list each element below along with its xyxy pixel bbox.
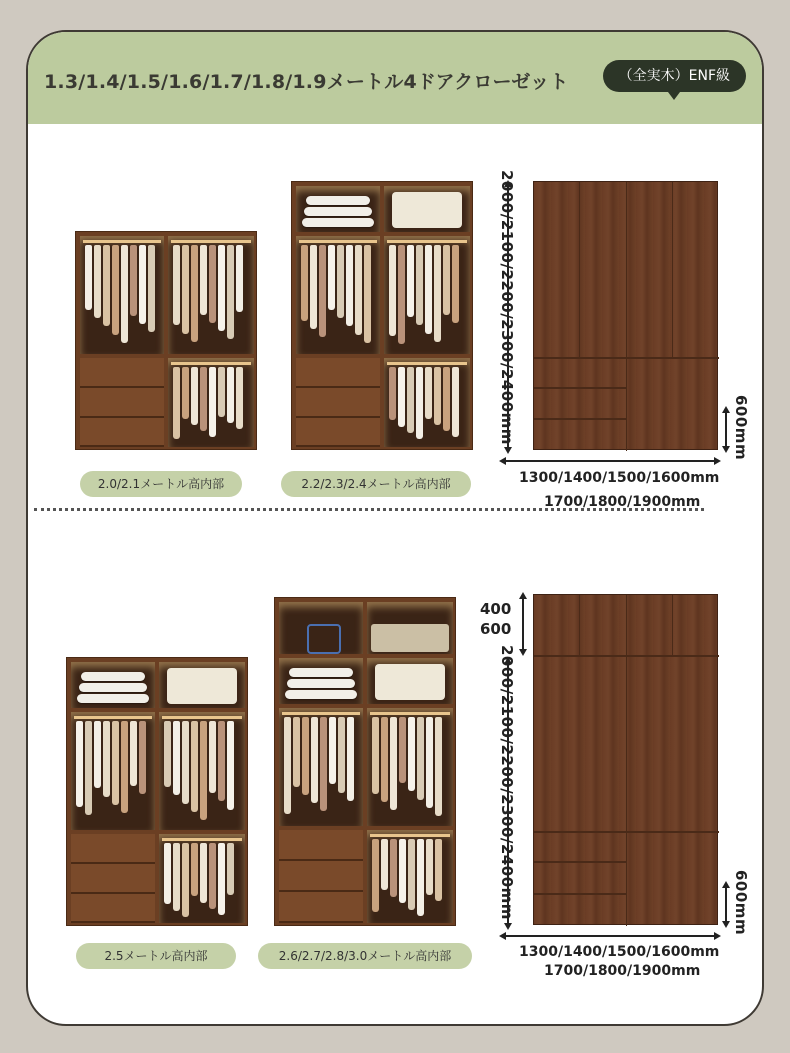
hanging-garment [173, 245, 180, 325]
hanging-garment [417, 839, 424, 916]
hanging-garment [407, 245, 414, 317]
hanging-garment [191, 245, 198, 342]
hanging-garment [182, 245, 189, 334]
hanging-garment [390, 839, 397, 897]
hanging-garment [130, 245, 137, 316]
hanging-garment [139, 721, 146, 794]
hanging-garment [164, 721, 171, 787]
hanging-garment [426, 717, 433, 808]
hanging-garment [182, 843, 189, 917]
hanging-garment [130, 721, 137, 786]
hanging-garment [103, 721, 110, 797]
hanging-garment [425, 245, 432, 334]
hanging-garment [426, 839, 433, 895]
top-storage [367, 602, 453, 654]
hanging-garment [200, 367, 207, 431]
hanging-garment [310, 245, 317, 329]
hanging-compartment [296, 236, 380, 354]
width-dim-2a: 1300/1400/1500/1600mm [519, 944, 720, 960]
hanging-compartment [384, 358, 470, 447]
hanging-garment [338, 717, 345, 793]
hanging-garment [227, 721, 234, 810]
hanging-garment [209, 843, 216, 909]
hanging-garment [452, 367, 459, 437]
hanging-garment [227, 843, 234, 895]
hanging-garment [408, 717, 415, 791]
hanging-garment [103, 245, 110, 326]
hanging-garment [173, 843, 180, 911]
hanging-garment [443, 367, 450, 431]
hanging-compartment [80, 236, 164, 354]
hanging-garment [200, 245, 207, 315]
hanging-garment [416, 367, 423, 439]
hanging-compartment [159, 712, 245, 830]
hanging-garment [389, 367, 396, 420]
hanging-compartment [367, 830, 453, 923]
hanging-garment [227, 367, 234, 423]
drawer [279, 892, 363, 923]
drawer [279, 830, 363, 861]
hanging-garment [434, 367, 441, 425]
hanging-garment [399, 717, 406, 783]
top-dim-600: 600 [480, 620, 512, 638]
hanging-garment [236, 245, 243, 312]
height-label-a2: 2.5メートル高内部 [76, 943, 236, 969]
hanging-garment [200, 843, 207, 903]
hanging-compartment [71, 712, 155, 830]
hanging-garment [209, 367, 216, 437]
hanging-garment [301, 245, 308, 321]
hanging-garment [164, 843, 171, 904]
hanging-garment [435, 717, 442, 816]
hanging-garment [425, 367, 432, 419]
material-badge: （全実木）ENF級 [603, 60, 746, 92]
hanging-compartment [384, 236, 470, 354]
hanging-garment [407, 367, 414, 433]
hanging-garment [112, 245, 119, 335]
width-dim-1a: 1300/1400/1500/1600mm [519, 470, 720, 486]
hanging-garment [94, 245, 101, 318]
hanging-garment [94, 721, 101, 788]
hanging-garment [121, 245, 128, 343]
wardrobe-open-a1 [75, 231, 257, 450]
hanging-garment [139, 245, 146, 324]
hanging-garment [347, 717, 354, 801]
hanging-garment [218, 245, 225, 331]
drawer [71, 864, 155, 894]
width-dim-2b: 1700/1800/1900mm [544, 963, 701, 979]
height-label-b2: 2.6/2.7/2.8/3.0メートル高内部 [258, 943, 472, 969]
hanging-garment [218, 367, 225, 417]
top-storage [279, 602, 363, 654]
hanging-compartment [279, 708, 363, 826]
wardrobe-closed-1 [533, 181, 718, 450]
drawer [279, 861, 363, 892]
section-divider [34, 508, 704, 511]
hanging-garment [389, 245, 396, 336]
height-label-b1: 2.2/2.3/2.4メートル高内部 [281, 471, 471, 497]
hanging-garment [416, 245, 423, 325]
drawer [296, 358, 380, 388]
hanging-garment [319, 245, 326, 337]
hanging-compartment [159, 834, 245, 923]
hanging-garment [173, 721, 180, 795]
hanging-compartment [168, 236, 254, 354]
hanging-garment [85, 721, 92, 815]
shelf-compartment [367, 658, 453, 704]
wardrobe-open-a2 [66, 657, 248, 926]
height-dim-1: 2000/2100/2200/2300/2400mm [498, 170, 516, 445]
hanging-garment [329, 717, 336, 784]
shelf-compartment [71, 662, 155, 708]
hanging-garment [182, 367, 189, 419]
hanging-garment [293, 717, 300, 787]
hanging-garment [381, 717, 388, 802]
hanging-garment [364, 245, 371, 343]
hanging-garment [355, 245, 362, 335]
hanging-garment [337, 245, 344, 318]
hanging-garment [112, 721, 119, 805]
hanging-garment [417, 717, 424, 800]
shelf-compartment [296, 186, 380, 232]
hanging-garment [76, 721, 83, 807]
hanging-garment [311, 717, 318, 803]
drawer [71, 894, 155, 923]
hanging-garment [148, 245, 155, 332]
drawer [296, 418, 380, 447]
hanging-garment [435, 839, 442, 901]
hanging-garment [236, 367, 243, 429]
wardrobe-open-b1 [291, 181, 473, 450]
hanging-garment [452, 245, 459, 323]
height-dim-2: 2000/2100/2200/2300/2400mm [498, 645, 516, 920]
hanging-garment [443, 245, 450, 315]
hanging-garment [434, 245, 441, 342]
hanging-garment [85, 245, 92, 310]
drawer [296, 388, 380, 418]
wardrobe-closed-2 [533, 594, 718, 925]
hanging-garment [398, 367, 405, 427]
shelf-compartment [384, 186, 470, 232]
header-bar [28, 32, 762, 124]
hanging-garment [200, 721, 207, 820]
drawer-dim-1: 600mm [732, 395, 750, 461]
hanging-garment [182, 721, 189, 804]
hanging-garment [302, 717, 309, 795]
top-dim-400: 400 [480, 600, 512, 618]
hanging-garment [191, 843, 198, 896]
hanging-garment [372, 839, 379, 912]
hanging-garment [218, 721, 225, 801]
drawer [80, 388, 164, 418]
hanging-garment [191, 721, 198, 812]
hanging-garment [408, 839, 415, 910]
hanging-garment [218, 843, 225, 915]
hanging-garment [209, 245, 216, 323]
hanging-garment [346, 245, 353, 326]
hanging-garment [390, 717, 397, 810]
hanging-garment [381, 839, 388, 890]
width-dim-1b: 1700/1800/1900mm [544, 494, 701, 510]
hanging-garment [399, 839, 406, 903]
wardrobe-open-b2 [274, 597, 456, 926]
hanging-garment [191, 367, 198, 425]
hanging-garment [209, 721, 216, 793]
hanging-compartment [168, 358, 254, 447]
page-title: 1.3/1.4/1.5/1.6/1.7/1.8/1.9メートル4ドアクローゼット [44, 71, 569, 93]
drawer [80, 358, 164, 388]
hanging-garment [328, 245, 335, 310]
shelf-compartment [159, 662, 245, 708]
hanging-garment [320, 717, 327, 811]
hanging-garment [227, 245, 234, 339]
hanging-compartment [367, 708, 453, 826]
drawer-dim-2: 600mm [732, 870, 750, 936]
hanging-garment [173, 367, 180, 439]
shelf-compartment [279, 658, 363, 704]
hanging-garment [398, 245, 405, 344]
hanging-garment [284, 717, 291, 814]
drawer [80, 418, 164, 447]
hanging-garment [372, 717, 379, 794]
height-label-a1: 2.0/2.1メートル高内部 [80, 471, 242, 497]
drawer [71, 834, 155, 864]
hanging-garment [121, 721, 128, 813]
